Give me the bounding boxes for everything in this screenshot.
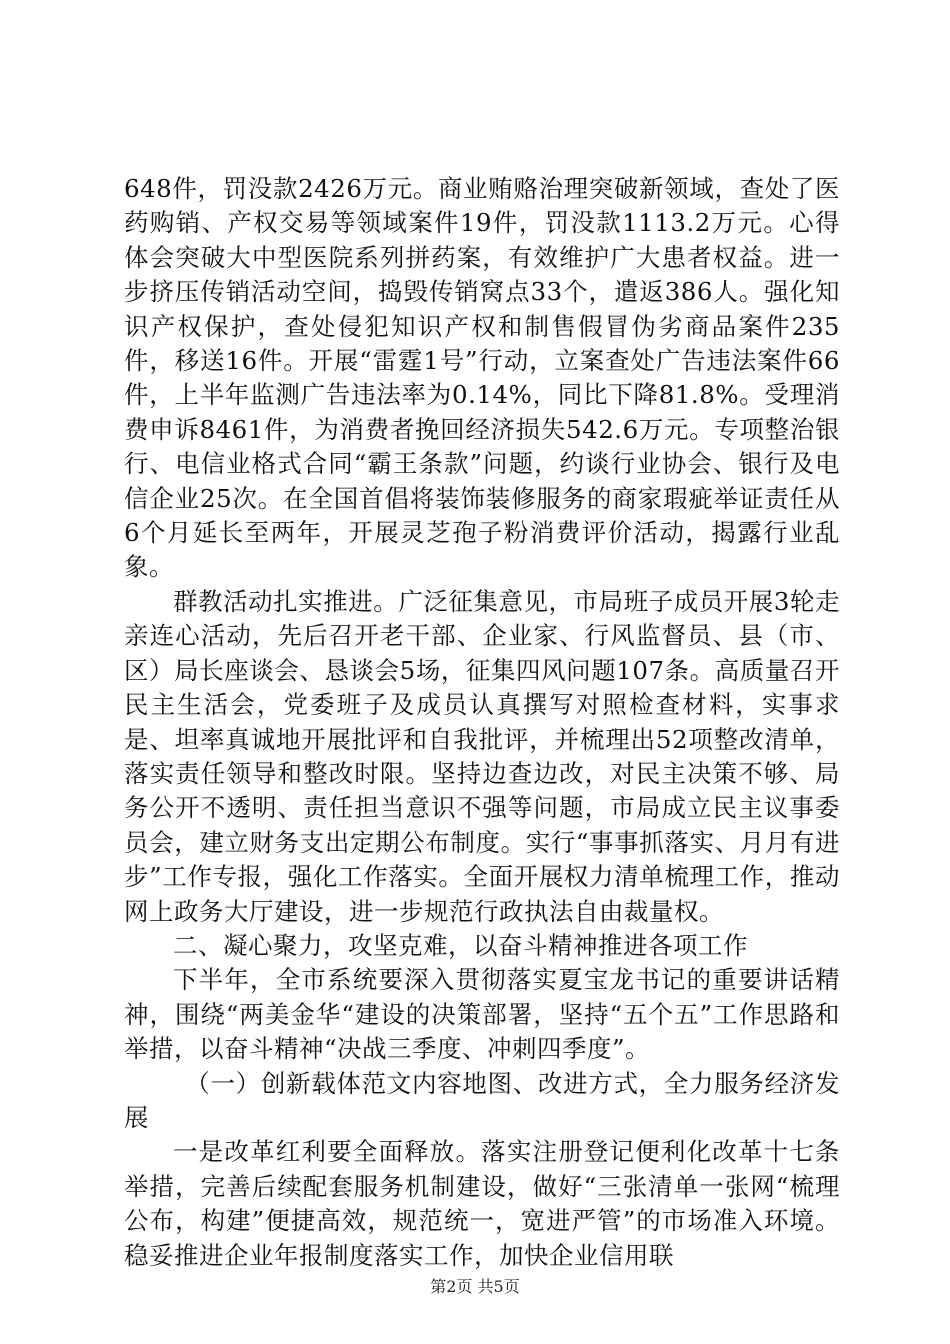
paragraph-mass-education: 群教活动扎实推进。广泛征集意见，市局班子成员开展3轮走亲连心活动，先后召开老干部、企业家、行风监督员、县（市、区）局长座谈会、恳谈会5场，征集四风问题107条。高质量召开民主生活会，党委班子及成员认真撰写对照检查材料，实事求是、坦率真诚地开展批评和自我批评，并梳理出52项整改清单，落实责任领导和整改时限。坚持边查边改，对民主决策不够、局务公开不透明、责任担当意识不强等问题，市局成立民主议事委员会，建立财务支出定期公布制度。实行“事事抓落实、月月有进步”工作专报，强化工作落实。全面开展权力清单梳理工作，推动网上政务大厅建设，进一步规范行政执法自由裁量权。 — [124, 586, 840, 926]
section-heading-two: 二、凝心聚力，攻坚克难，以奋斗精神推进各项工作 — [173, 930, 748, 960]
subsection-heading-one: （一）创新载体范文内容地图、改进方式，全力服务经济发展 — [124, 1068, 840, 1132]
paragraph-second-half-plan: 下半年，全市系统要深入贯彻落实夏宝龙书记的重要讲话精神，围绕“两美金华“建设的决策部署，坚持“五个五”工作思路和举措，以奋斗精神“决战三季度、冲刺四季度”。 — [124, 965, 840, 1064]
paragraph-reform-dividend: 一是改革红利要全面释放。落实注册登记便利化改革十七条举措，完善后续配套服务机制建设，做好“三张清单一张网“梳理公布，构建”便捷高效，规范统一，宽进严管”的市场准入环境。稳妥推进企业年报制度落实工作，加快企业信用联 — [124, 1137, 840, 1270]
page-number-footer: 第2页 共5页 — [430, 1277, 520, 1296]
paragraph-enforcement-results: 648件，罚没款2426万元。商业贿赂治理突破新领域，查处了医药购销、产权交易等领域案件19件，罚没款1113.2万元。心得体会突破大中型医院系列拼药案，有效维护广大患者权益。进一步挤压传销活动空间，捣毁传销窝点33个，遣返386人。强化知识产权保护，查处侵犯知识产权和制售假冒伪劣商品案件235件，移送16件。开展“雷霆1号”行动，立案查处广告违法案件66件，上半年监测广告违法率为0.14%，同比下降81.8%。受理消费申诉8461件，为消费者挽回经济损失542.6万元。专项整治银行、电信业格式合同“霸王条款”问题，约谈行业协会、银行及电信企业25次。在全国首倡将装饰装修服务的商家瑕疵举证责任从6个月延长至两年，开展灵芝孢子粉消费评价活动，揭露行业乱象。 — [124, 174, 840, 582]
document-body — [124, 172, 840, 1273]
